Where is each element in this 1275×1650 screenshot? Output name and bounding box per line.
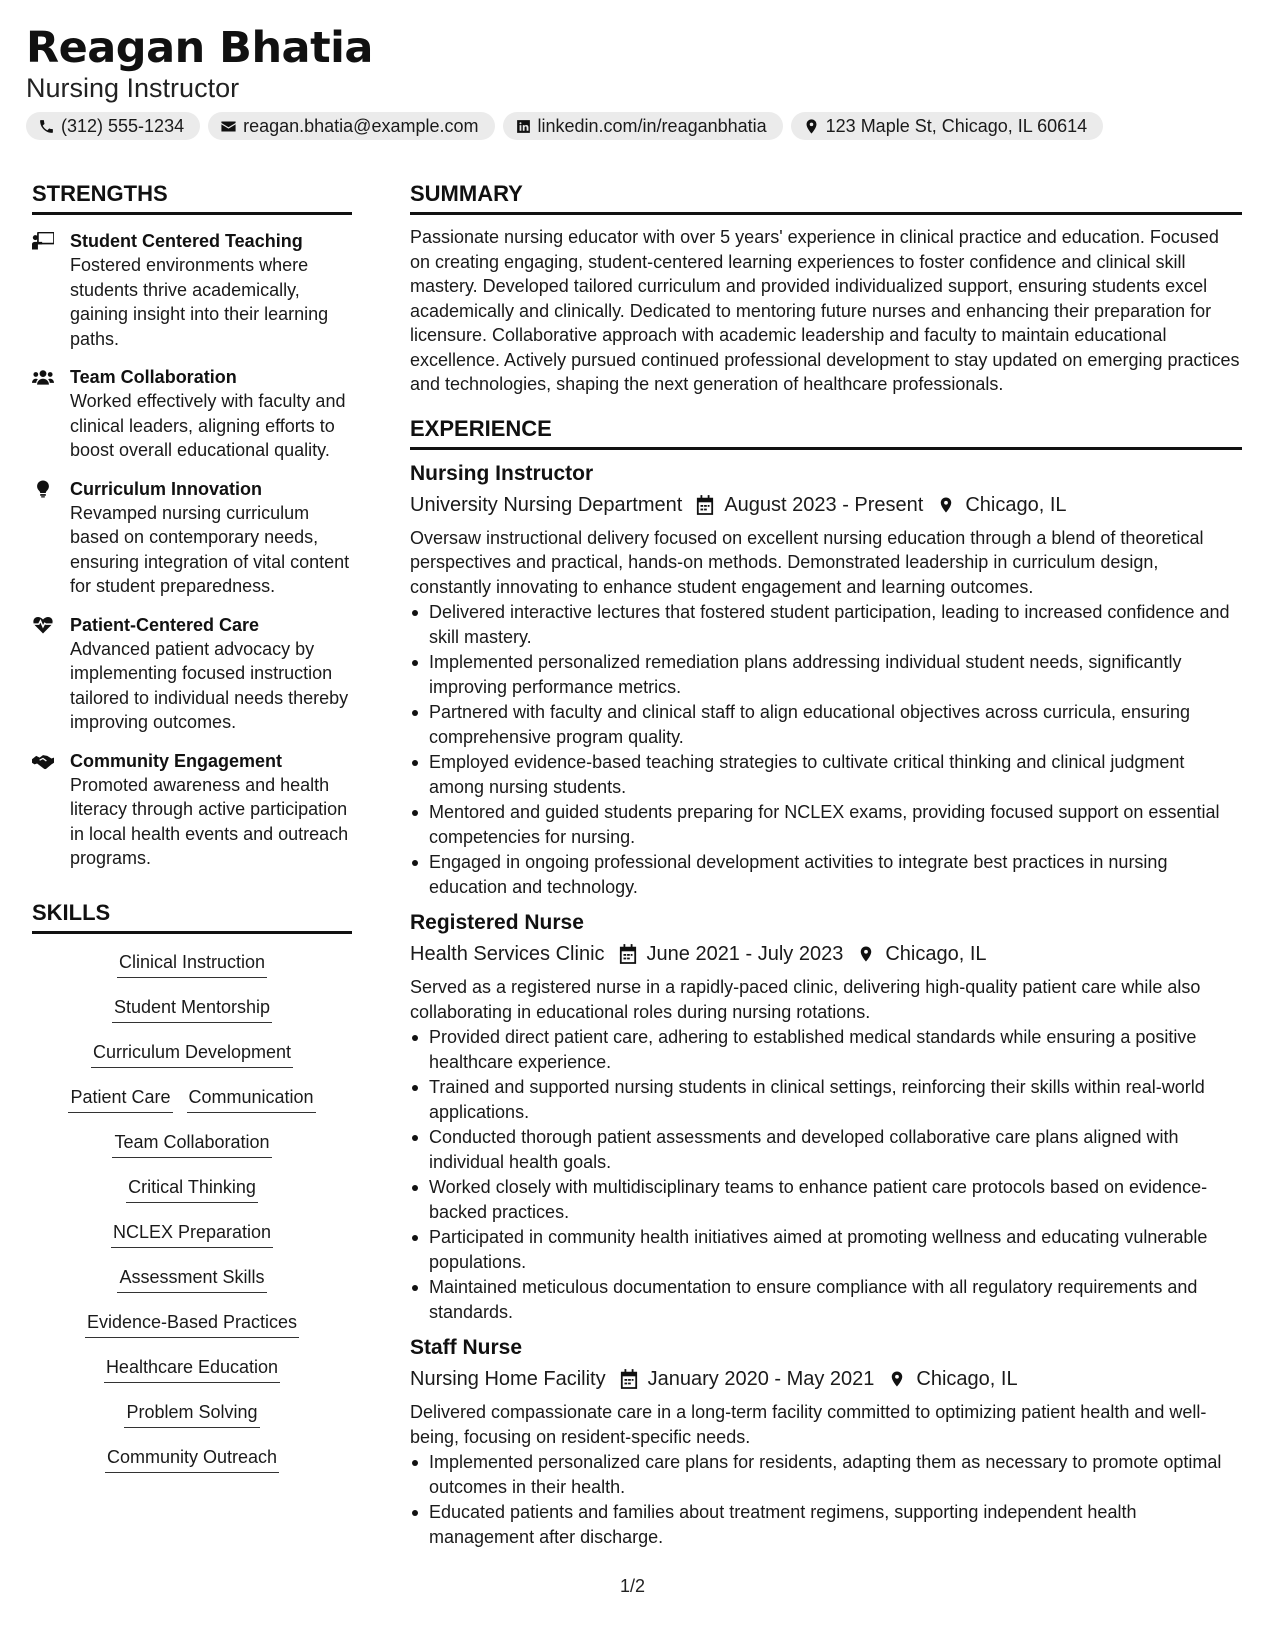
skill-tag: Healthcare Education — [104, 1355, 280, 1383]
strength-desc: Fostered environments where students thrive academically, gaining insight into their learning paths. — [70, 255, 329, 349]
skill-tag: Critical Thinking — [126, 1175, 258, 1203]
job-location: Chicago, IL — [916, 1368, 1018, 1390]
strength-item — [32, 749, 352, 871]
envelope-icon — [220, 118, 237, 135]
job-org: Nursing Home Facility — [410, 1368, 606, 1390]
contact-bar — [26, 112, 1256, 140]
skill-tag: Community Outreach — [105, 1445, 279, 1473]
job-title: Registered Nurse — [410, 911, 584, 934]
job-bullets — [410, 600, 1242, 899]
address-pill — [791, 112, 1104, 140]
email-pill[interactable] — [208, 112, 494, 140]
calendar-icon — [620, 1369, 638, 1389]
location-pin-icon — [803, 118, 820, 135]
job-bullet: Provided direct patient care, adhering to established medical standards while ensuring a positive healthcare experience. — [410, 1025, 1242, 1074]
job-entry — [410, 909, 1242, 1324]
job-dates: January 2020 - May 2021 — [647, 1368, 875, 1390]
skill-tag: Curriculum Development — [91, 1040, 293, 1068]
job-bullet: Delivered interactive lectures that fostered student participation, leading to increased confidence and skill mastery. — [410, 600, 1242, 649]
job-bullet: Mentored and guided students preparing for NCLEX exams, providing focused support on essential competencies for nursing. — [410, 800, 1242, 849]
linkedin-text[interactable]: linkedin.com/in/reaganbhatia — [537, 115, 767, 136]
job-description: Served as a registered nurse in a rapidly-paced clinic, delivering high-quality patient care while also collaborating in educational roles during nursing rotations. — [410, 977, 1201, 1022]
job-meta — [410, 490, 1242, 520]
linkedin-pill[interactable] — [503, 112, 783, 140]
experience-heading: EXPERIENCE — [410, 415, 1242, 450]
skill-tag: Patient Care — [68, 1085, 172, 1113]
strength-title: Community Engagement — [70, 750, 283, 771]
strength-desc: Revamped nursing curriculum based on contemporary needs, ensuring integration of vital content for student preparedness. — [70, 502, 350, 596]
calendar-icon — [619, 944, 637, 964]
job-bullet: Trained and supported nursing students in clinical settings, reinforcing their skills within real-world applications. — [410, 1075, 1242, 1124]
phone-pill — [26, 112, 200, 140]
job-meta — [410, 1364, 1242, 1394]
candidate-name: Reagan Bhatia — [26, 23, 373, 73]
job-description: Delivered compassionate care in a long-term facility committed to optimizing patient health and well-being, focusing on resident-specific needs. — [410, 1402, 1207, 1447]
job-bullet: Implemented personalized care plans for residents, adapting them as necessary to promote optimal outcomes in their health. — [410, 1450, 1242, 1499]
skill-tag: Communication — [187, 1085, 316, 1113]
job-bullets — [410, 1025, 1242, 1324]
job-bullet: Maintained meticulous documentation to ensure compliance with all regulatory requirements and standards. — [410, 1275, 1242, 1324]
job-bullet: Implemented personalized remediation plans addressing individual student needs, significantly improving performance metrics. — [410, 650, 1242, 699]
job-bullet: Participated in community health initiatives aimed at promoting wellness and educating vulnerable populations. — [410, 1225, 1242, 1274]
location-pin-icon — [888, 1369, 906, 1389]
heartbeat-icon — [32, 616, 54, 634]
job-bullet: Conducted thorough patient assessments and developed collaborative care plans aligned with individual health goals. — [410, 1125, 1242, 1174]
job-bullet: Employed evidence-based teaching strategies to cultivate critical thinking and clinical judgment among nursing students. — [410, 750, 1242, 799]
job-org: University Nursing Department — [410, 493, 683, 516]
job-org: Health Services Clinic — [410, 943, 605, 965]
job-dates: August 2023 - Present — [724, 493, 924, 516]
strength-desc: Worked effectively with faculty and clinical leaders, aligning efforts to boost overall educational quality. — [70, 391, 346, 460]
skill-tag: Evidence-Based Practices — [85, 1310, 299, 1338]
strength-item — [32, 365, 352, 463]
job-title: Staff Nurse — [410, 1336, 523, 1359]
candidate-role: Nursing Instructor — [26, 73, 240, 103]
job-location: Chicago, IL — [885, 943, 987, 965]
skill-tag: NCLEX Preparation — [111, 1220, 273, 1248]
email-text[interactable]: reagan.bhatia@example.com — [243, 115, 479, 136]
summary-heading: SUMMARY — [410, 180, 1242, 215]
strength-desc: Promoted awareness and health literacy through active participation in local health events and outreach programs. — [70, 774, 349, 868]
phone-text: (312) 555-1234 — [61, 115, 185, 136]
team-icon — [32, 368, 54, 386]
calendar-icon — [696, 495, 714, 515]
skills-list — [32, 946, 352, 1486]
job-entry — [410, 460, 1242, 900]
page-number: 1/2 — [620, 1576, 646, 1596]
job-meta — [410, 939, 1242, 969]
strength-title: Curriculum Innovation — [70, 478, 263, 499]
job-bullet: Engaged in ongoing professional development activities to integrate best practices in nursing education and technology. — [410, 850, 1242, 899]
teacher-icon — [32, 232, 54, 250]
strengths-heading: STRENGTHS — [32, 180, 352, 215]
job-description: Oversaw instructional delivery focused on excellent nursing education through a blend of theoretical perspectives and practical, hands-on methods. Demonstrated leadership in curriculum design, constantly innovating to enhance student engagement and learning outcomes. — [410, 527, 1204, 597]
strength-item — [32, 229, 352, 351]
lightbulb-icon — [32, 480, 54, 498]
job-bullet: Educated patients and families about treatment regimens, supporting independent health management after discharge. — [410, 1500, 1242, 1549]
address-text: 123 Maple St, Chicago, IL 60614 — [825, 115, 1088, 136]
location-pin-icon — [857, 944, 875, 964]
skill-tag: Team Collaboration — [112, 1130, 271, 1158]
left-column — [32, 180, 352, 1486]
resume-header — [26, 22, 1256, 140]
strength-title: Student Centered Teaching — [70, 231, 303, 251]
right-column — [410, 180, 1242, 1550]
location-pin-icon — [937, 495, 955, 515]
job-bullets — [410, 1450, 1242, 1549]
strength-item — [32, 613, 352, 735]
strength-item — [32, 477, 352, 599]
summary-text: Passionate nursing educator with over 5 years' experience in clinical practice and education. Focused on creating engaging, student-centered learning experiences to foster confidence and clinical skill mastery. Developed tailored curriculum and provided individualized support, ensuring students excel academically and clinically. Dedicated to mentoring future nurses and enhancing their preparation for licensure. Collaborative approach with academic leadership and faculty to maintain educational excellence. Actively pursued continued professional development to stay updated on emerging practices and technologies, shaping the next generation of healthcare professionals. — [410, 227, 1240, 394]
strength-desc: Advanced patient advocacy by implementing focused instruction tailored to individual needs thereby improving outcomes. — [70, 638, 349, 732]
skill-tag: Problem Solving — [124, 1400, 259, 1428]
skill-tag: Clinical Instruction — [117, 950, 267, 978]
handshake-icon — [32, 752, 54, 770]
job-entry — [410, 1334, 1242, 1549]
skill-tag: Student Mentorship — [112, 995, 272, 1023]
job-bullet: Partnered with faculty and clinical staff to align educational objectives across curricula, ensuring comprehensive program quality. — [410, 700, 1242, 749]
job-dates: June 2021 - July 2023 — [646, 943, 844, 965]
job-bullet: Worked closely with multidisciplinary teams to enhance patient care protocols based on evidence-backed practices. — [410, 1175, 1242, 1224]
strength-title: Team Collaboration — [70, 367, 237, 387]
job-location: Chicago, IL — [965, 493, 1067, 516]
skill-tag: Assessment Skills — [117, 1265, 266, 1293]
phone-icon — [38, 118, 55, 135]
skills-heading: SKILLS — [32, 899, 352, 934]
strength-title: Patient-Centered Care — [70, 614, 260, 635]
linkedin-icon — [515, 118, 532, 135]
job-title: Nursing Instructor — [410, 461, 594, 485]
